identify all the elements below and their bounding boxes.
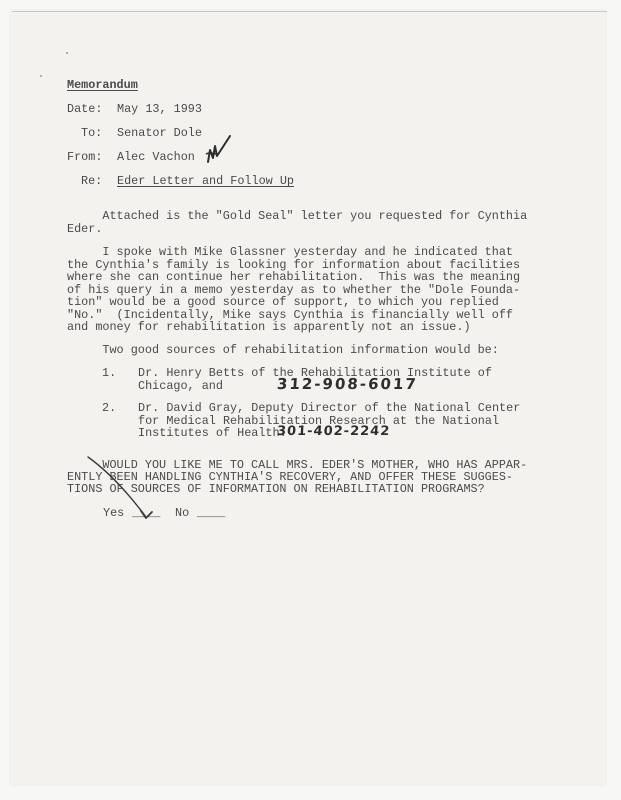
list-number: 2. [102,401,117,415]
paragraph-sources-intro: Two good sources of rehabilitation information would be: [67,343,499,357]
re-value: Eder Letter and Follow Up [117,174,294,188]
re-label: Re: [81,174,103,188]
handwritten-phone-betts: 312-908-6017 [276,375,419,393]
question-line: TIONS OF SOURCES OF INFORMATION ON REHABILITATION PROGRAMS? [67,482,485,496]
paragraph-line: of his query in a memo yesterday as to whether the "Dole Founda- [67,282,521,297]
handwritten-arrow-check-icon [86,455,156,525]
yes-blank[interactable]: ____ [132,506,161,520]
date-value: May 13, 1993 [117,102,202,116]
paragraph-line: where she can continue her rehabilitation. This was the meaning [67,270,521,284]
list-line: Chicago, and [138,378,223,393]
list-line: Dr. David Gray, Deputy Director of the National Center [138,401,521,415]
paragraph-line: tion" would be a good source of support, to which you replied [67,295,499,309]
date-label: Date: [67,102,103,116]
from-label: From: [67,150,103,164]
paragraph-line: the Cynthia's family is looking for information about facilities [67,257,521,272]
yes-label: Yes [103,506,125,520]
question-line: WOULD YOU LIKE ME TO CALL MRS. EDER'S MOTHER, WHO HAS APPAR- [67,458,528,472]
initials-signature-icon [200,130,240,170]
paragraph-line: Eder. [67,222,103,236]
paper-edge [12,11,607,12]
no-label: No [175,506,190,520]
paper-speck [66,52,68,54]
list-line: for Medical Rehabilitation Research at the National [138,413,500,428]
paragraph-line: Attached is the "Gold Seal" letter you requested for Cynthia [67,209,528,223]
list-number: 1. [102,366,117,380]
memo-heading: Memorandum [67,78,138,92]
paragraph-line: "No." (Incidentally, Mike says Cynthia is financially well off [67,307,513,322]
no-blank[interactable]: ____ [197,506,226,520]
paragraph-line: and money for rehabilitation is apparently not an issue.) [67,320,471,334]
to-value: Senator Dole [117,126,202,140]
to-label: To: [81,126,103,140]
paragraph-line: I spoke with Mike Glassner yesterday and he indicated that [67,245,513,259]
list-line: Institutes of Health. [138,426,287,440]
question-line: ENTLY BEEN HANDLING CYNTHIA'S RECOVERY, AND OFFER THESE SUGGES- [67,470,513,484]
paper-speck [40,75,42,77]
handwritten-phone-gray: 301-402-2242 [276,424,391,439]
list-line: Dr. Henry Betts of the Rehabilitation Institute of [138,366,492,380]
from-value: Alec Vachon [117,150,195,164]
